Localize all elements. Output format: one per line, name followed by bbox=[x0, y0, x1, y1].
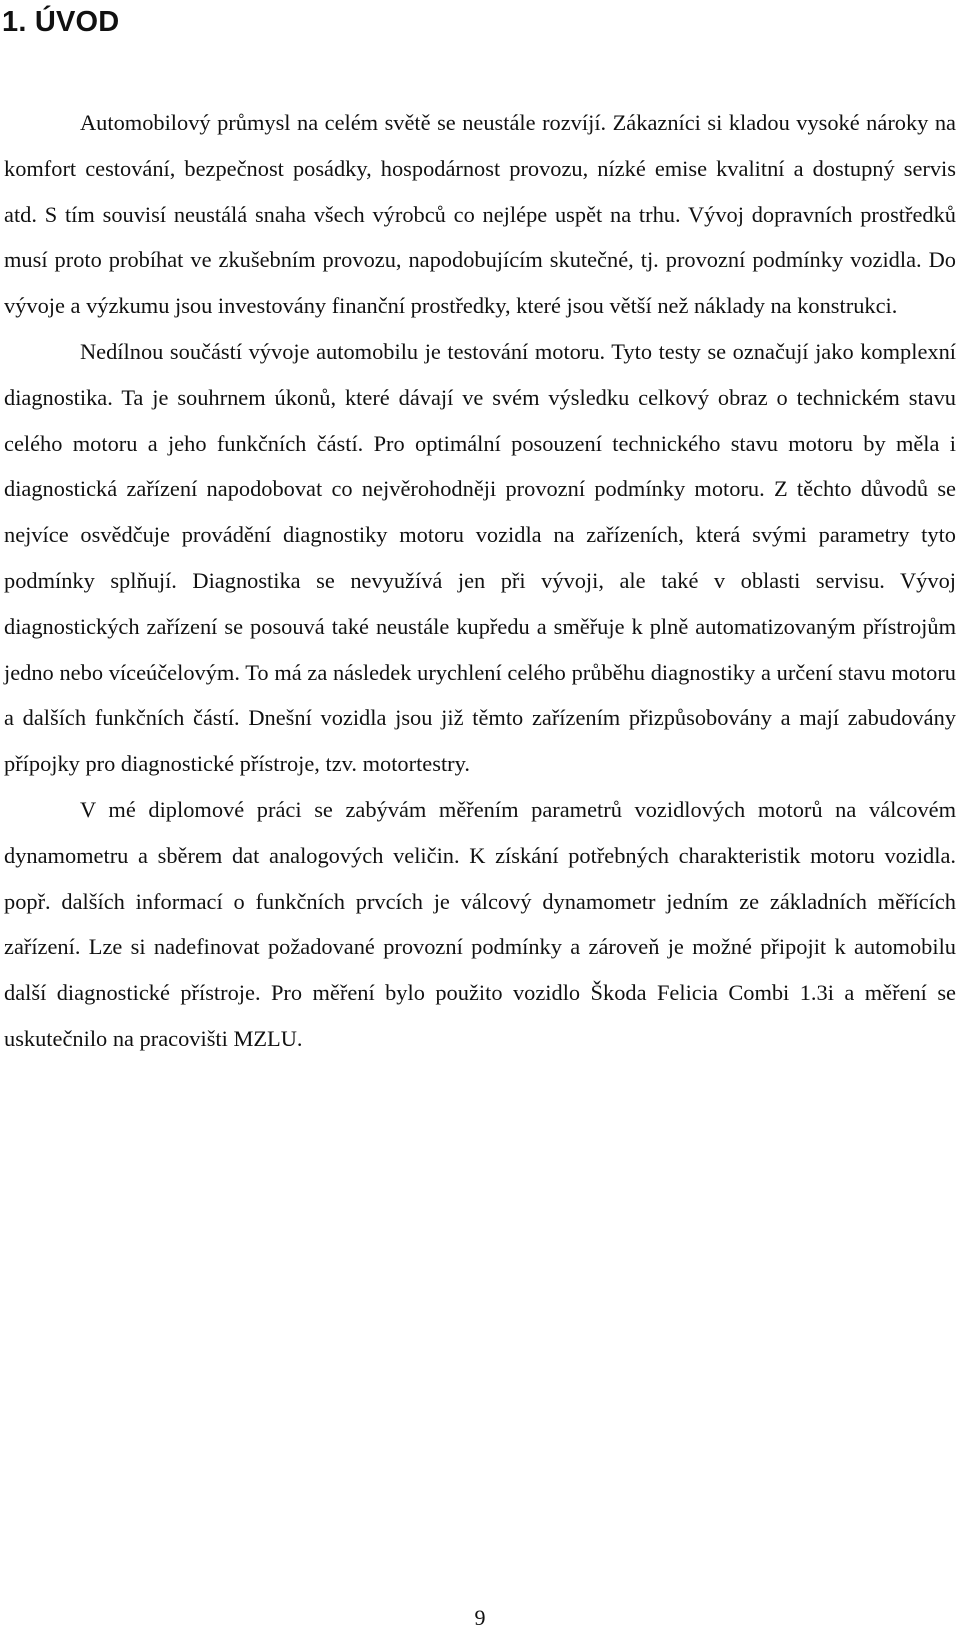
paragraph-diagnostics: Nedílnou součástí vývoje automobilu je testování motoru. Tyto testy se označují jako komplexní diagnostika. Ta je souhrnem úkonů, které dávají ve svém výsledku celkový obraz o technickém stavu celého motoru a jeho funkčních částí. Pro optimální posouzení technického stavu motoru by měla i diagnostická zařízení napodobovat co nejvěrohodněji provozní podmínky motoru. Z těchto důvodů se nejvíce osvědčuje provádění diagnostiky motoru vozidla na zařízeních, která svými parametry tyto podmínky splňují. Diagnostika se nevyužívá jen při vývoji, ale také v oblasti servisu. Vývoj diagnostických zařízení se posouvá také neustále kupředu a směřuje k plně automatizovaným přístrojům jedno nebo víceúčelovým. To má za následek urychlení celého průběhu diagnostiky a určení stavu motoru a dalších funkčních částí. Dnešní vozidla jsou již těmto zařízením přizpůsobovány a mají zabudovány přípojky pro diagnostické přístroje, tzv. motortestry. bbox=[4, 338, 956, 777]
paragraph-thesis-scope: V mé diplomové práci se zabývám měřením parametrů vozidlových motorů na válcovém dynamometru a sběrem dat analogových veličin. K získání potřebných charakteristik motoru vozidla. popř. dalších informací o funkčních prvcích je válcový dynamometr jedním ze základních měřících zařízení. Lze si nadefinovat požadované provozní podmínky a zároveň je možné připojit k automobilu další diagnostické přístroje. Pro měření bylo použito vozidlo Škoda Felicia Combi 1.3i a měření se uskutečnilo na pracovišti MZLU. bbox=[4, 796, 956, 1051]
chapter-heading: 1. ÚVOD bbox=[2, 6, 120, 38]
paragraph-intro: Automobilový průmysl na celém světě se neustále rozvíjí. Zákazníci si kladou vysoké nároky na komfort cestování, bezpečnost posádky, hospodárnost provozu, nízké emise kvalitní a dostupný servis atd. S tím souvisí neustálá snaha všech výrobců co nejlépe uspět na trhu. Vývoj dopravních prostředků musí proto probíhat ve zkušebním provozu, napodobujícím skutečné, tj. provozní podmínky vozidla. Do vývoje a výzkumu jsou investovány finanční prostředky, které jsou větší než náklady na konstrukci. bbox=[4, 110, 956, 319]
body-text bbox=[4, 100, 956, 1062]
page-number: 9 bbox=[474, 1605, 486, 1630]
